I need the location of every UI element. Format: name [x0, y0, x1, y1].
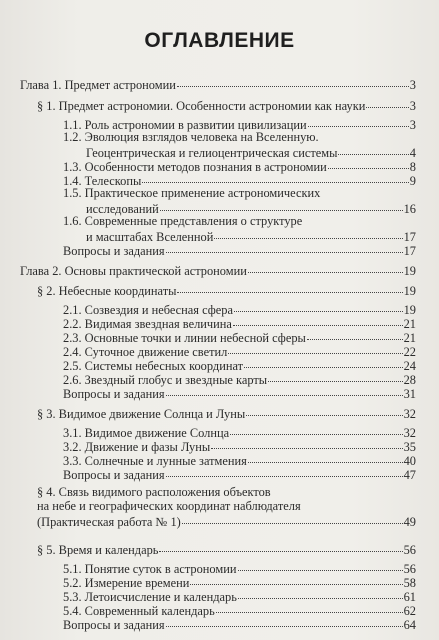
toc-entry-page: 3 — [409, 78, 416, 92]
toc-entry-text: Вопросы и задания — [63, 468, 165, 482]
toc-entry-page: 22 — [403, 345, 416, 359]
toc-entry-page: 16 — [403, 202, 416, 216]
dot-leader — [238, 586, 403, 599]
toc-entry-text: Глава 2. Основы практической астрономии — [20, 264, 247, 278]
toc-entry-page: 17 — [403, 244, 416, 258]
toc-entry-1-5[interactable] — [63, 186, 416, 216]
dot-leader — [248, 450, 403, 463]
toc-entry-text: Вопросы и задания — [63, 618, 165, 632]
page-title: ОГЛАВЛЕНИЕ — [144, 29, 295, 52]
toc-entry-text: § 3. Видимое движение Солнца и Луны — [37, 407, 246, 421]
toc-entry-page: 17 — [403, 230, 416, 244]
dot-leader — [248, 260, 403, 273]
toc-entry-text: Вопросы и задания — [63, 387, 165, 401]
toc-entry-page: 56 — [403, 543, 416, 557]
dot-leader — [166, 383, 403, 396]
toc-entry-page: 47 — [403, 468, 416, 482]
toc-entry-page: 21 — [403, 317, 416, 331]
toc-entry-text: исследований — [86, 202, 159, 216]
toc-entry-text: 3.2. Движение и фазы Луны — [63, 440, 211, 454]
toc-entry-section-1[interactable] — [37, 97, 416, 113]
toc-entry-page: 40 — [403, 454, 416, 468]
dot-leader — [230, 422, 403, 435]
toc-entry-text: 5.3. Летоисчисление и календарь — [63, 590, 237, 604]
toc-entry-text: 3.3. Солнечные и лунные затмения — [63, 454, 247, 468]
toc-entry-page: 58 — [403, 576, 416, 590]
toc-entry-page: 19 — [403, 264, 416, 278]
toc-entry-page: 3 — [409, 118, 416, 132]
toc-entry-text: 2.2. Видимая звездная величина — [63, 317, 232, 331]
toc-entry-text: 5.2. Измерение времени — [63, 576, 190, 590]
toc-entry-text: 3.1. Видимое движение Солнца — [63, 426, 230, 440]
dot-leader — [177, 280, 402, 293]
toc-entry-questions-2[interactable] — [63, 385, 416, 401]
dot-leader — [159, 539, 402, 552]
dot-leader — [308, 114, 409, 127]
toc-entry-section-2[interactable] — [37, 282, 416, 298]
dot-leader — [246, 403, 402, 416]
dot-leader — [166, 464, 403, 477]
toc-entry-text: § 1. Предмет астрономии. Особенности астрономии как науки — [37, 99, 366, 113]
toc-entry-text: Вопросы и задания — [63, 244, 165, 258]
dot-leader — [142, 170, 408, 183]
dot-leader — [182, 511, 403, 524]
dot-leader — [328, 156, 409, 169]
toc-entry-page: 19 — [403, 303, 416, 317]
toc-entry-text: Геоцентрическая и гелиоцентрическая системы — [86, 146, 338, 160]
toc-entry-text: 2.6. Звездный глобус и звездные карты — [63, 373, 268, 387]
toc-entry-text: § 5. Время и календарь — [37, 543, 159, 557]
dot-leader — [166, 614, 403, 627]
dot-leader — [177, 74, 409, 87]
toc-entry-questions-3[interactable] — [63, 466, 416, 482]
toc-entry-page: 19 — [403, 284, 416, 298]
toc-entry-text: 1.4. Телескопы — [63, 174, 142, 188]
toc-entry-line1: 1.6. Современные представления о структуре — [63, 214, 303, 228]
toc-entry-text: 2.4. Суточное движение светил — [63, 345, 228, 359]
toc-entry-section-4[interactable] — [37, 485, 416, 529]
dot-leader — [211, 436, 402, 449]
dot-leader — [238, 558, 403, 571]
toc-entry-text: 1.3. Особенности методов познания в астрономии — [63, 160, 327, 174]
toc-entry-page: 24 — [403, 359, 416, 373]
toc-entry-page: 64 — [403, 618, 416, 632]
toc-entry-page: 9 — [409, 174, 416, 188]
toc-entry-text: § 2. Небесные координаты — [37, 284, 177, 298]
toc-entry-page: 32 — [403, 426, 416, 440]
dot-leader — [233, 313, 403, 326]
toc-entry-section-5[interactable] — [37, 541, 416, 557]
toc-entry-page: 49 — [403, 515, 416, 529]
toc-entry-line1: 1.2. Эволюция взглядов человека на Вселенную. — [63, 130, 319, 144]
toc-entry-questions-5[interactable] — [63, 616, 416, 632]
dot-leader — [244, 355, 403, 368]
toc-entry-text: (Практическая работа № 1) — [37, 515, 181, 529]
dot-leader — [307, 327, 403, 340]
dot-leader — [338, 142, 408, 155]
toc-entry-page: 62 — [403, 604, 416, 618]
dot-leader — [268, 369, 402, 382]
toc-entry-page: 28 — [403, 373, 416, 387]
dot-leader — [214, 226, 402, 239]
toc-entry-page: 56 — [403, 562, 416, 576]
toc-entry-page: 8 — [409, 160, 416, 174]
toc-entry-questions-1[interactable] — [63, 242, 416, 258]
toc-entry-text: и масштабах Вселенной — [86, 230, 214, 244]
toc-entry-page: 32 — [403, 407, 416, 421]
toc-entry-text: Глава 1. Предмет астрономии — [20, 78, 176, 92]
toc-entry-page: 21 — [403, 331, 416, 345]
dot-leader — [366, 95, 408, 108]
toc-entry-text: 5.4. Современный календарь — [63, 604, 215, 618]
toc-entry-text: 2.1. Созвездия и небесная сфера — [63, 303, 233, 317]
toc-entry-section-3[interactable] — [37, 405, 416, 421]
toc-entry-text: 5.1. Понятие суток в астрономии — [63, 562, 237, 576]
toc-entry-text: 2.3. Основные точки и линии небесной сферы — [63, 331, 306, 345]
toc-entry-page: 35 — [403, 440, 416, 454]
dot-leader — [190, 572, 402, 585]
toc-entry-line1: 1.5. Практическое применение астрономических — [63, 186, 321, 200]
toc-entry-page: 31 — [403, 387, 416, 401]
toc-entry-text: 2.5. Системы небесных координат — [63, 359, 244, 373]
dot-leader — [234, 299, 403, 312]
dot-leader — [216, 600, 403, 613]
toc-entry-text: 1.1. Роль астрономии в развитии цивилизации — [63, 118, 307, 132]
toc-entry-line1: § 4. Связь видимого расположения объектов — [37, 485, 271, 499]
dot-leader — [160, 198, 403, 211]
toc-entry-page: 4 — [409, 146, 416, 160]
toc-entry-chapter-1[interactable] — [20, 76, 416, 92]
dot-leader — [166, 240, 403, 253]
dot-leader — [228, 341, 402, 354]
toc-entry-line2: на небе и географических координат наблюдателя — [37, 499, 301, 513]
toc-entry-chapter-2[interactable] — [20, 262, 416, 278]
toc-entry-page: 3 — [409, 99, 416, 113]
toc-entry-page: 61 — [403, 590, 416, 604]
